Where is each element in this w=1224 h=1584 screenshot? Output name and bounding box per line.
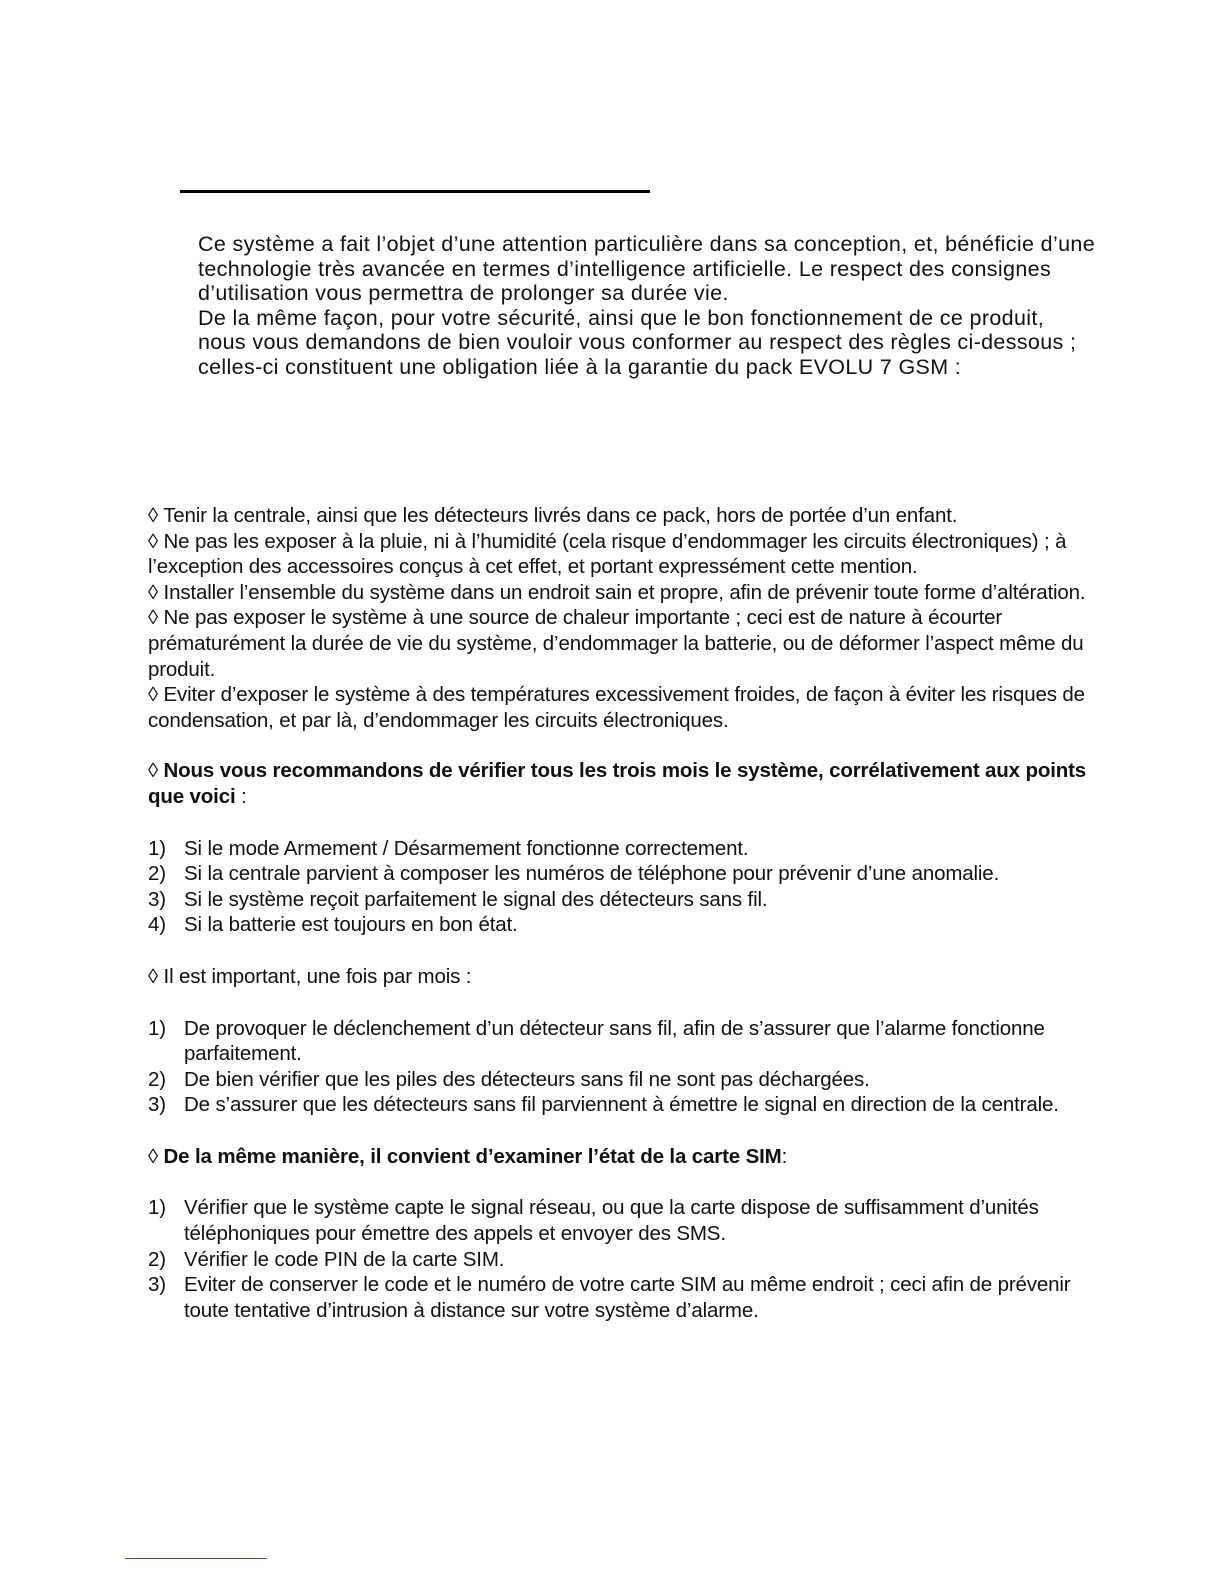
- diamond-marker: ◊: [148, 759, 164, 783]
- item-number: 1): [148, 1016, 166, 1040]
- monthly-heading: ◊ Il est important, une fois par mois :: [148, 964, 472, 988]
- footnote-separator: [125, 1558, 267, 1559]
- list-item: [148, 887, 1088, 913]
- item-text: Vérifier le code PIN de la carte SIM.: [184, 1247, 505, 1271]
- item-number: 4): [148, 913, 166, 937]
- list-item: [148, 1092, 1088, 1118]
- item-number: 2): [148, 1067, 166, 1091]
- item-number: 3): [148, 1093, 166, 1117]
- list-item: [148, 912, 1088, 938]
- item-number: 2): [148, 862, 166, 886]
- rules-list: [148, 503, 1088, 733]
- item-text: Vérifier que le système capte le signal réseau, ou que la carte dispose de suffisamment d’unités téléphoniques pour émettre des appels et envoyer des SMS.: [184, 1196, 1039, 1246]
- item-number: 2): [148, 1247, 166, 1271]
- rule-item: ◊ Tenir la centrale, ainsi que les détecteurs livrés dans ce pack, hors de portée d’un enfant.: [148, 504, 958, 527]
- list-item: [148, 1195, 1088, 1246]
- item-number: 1): [148, 836, 166, 860]
- title-underline: [180, 190, 650, 193]
- item-text: Eviter de conserver le code et le numéro de votre carte SIM au même endroit ; ceci afin de prévenir toute tentative d’intrusion à distance sur votre système d’alarme.: [184, 1273, 1071, 1322]
- document-body: [148, 503, 1088, 1323]
- quarterly-heading-text: Nous vous recommandons de vérifier tous les trois mois le système, corrélativement aux points que voici: [148, 759, 1087, 808]
- rule-item: ◊ Installer l’ensemble du système dans un endroit sain et propre, afin de prévenir toute forme d’altération.: [148, 580, 1086, 604]
- list-item: [148, 861, 1088, 887]
- rule-item: ◊ Ne pas les exposer à la pluie, ni à l’humidité (cela risque d’endommager les circuits électroniques) ; à l’exception des accessoires conçus à cet effet, et portant expressément cette mention.: [148, 529, 1067, 579]
- item-text: De bien vérifier que les piles des détecteurs sans fil ne sont pas déchargées.: [184, 1067, 870, 1091]
- item-number: 3): [148, 1273, 166, 1297]
- quarterly-heading: [148, 758, 1088, 809]
- intro-paragraph-1: Ce système a fait l’objet d’une attention particulière dans sa conception, et, bénéficie d’une technologie très avancée en termes d’intelligence artificielle. Le respect des consignes d’utilisation vous permettra de prolonger sa durée vie.: [198, 232, 1096, 306]
- item-text: Si la centrale parvient à composer les numéros de téléphone pour prévenir d’une anomalie.: [184, 862, 1000, 886]
- list-item: [148, 1247, 1088, 1273]
- item-text: Si le système reçoit parfaitement le signal des détecteurs sans fil.: [184, 887, 768, 911]
- list-item: [148, 836, 1088, 862]
- list-item: [148, 1067, 1088, 1093]
- item-text: Si le mode Armement / Désarmement fonctionne correctement.: [184, 836, 749, 860]
- item-number: 1): [148, 1196, 166, 1220]
- intro-section: [198, 232, 1098, 380]
- sim-heading-text: De la même manière, il convient d’examiner l’état de la carte SIM: [163, 1144, 782, 1168]
- item-text: Si la batterie est toujours en bon état.: [184, 913, 518, 937]
- sim-checklist: [148, 1195, 1088, 1323]
- list-item: [148, 1272, 1088, 1323]
- intro-paragraph-2: De la même façon, pour votre sécurité, ainsi que le bon fonctionnement de ce produit, nous vous demandons de bien vouloir vous conformer au respect des règles ci-dessous ; celles-ci constituent une obligation liée à la garantie du pack EVOLU 7 GSM :: [198, 305, 1077, 379]
- item-text: De s’assurer que les détecteurs sans fil parviennent à émettre le signal en direction de la centrale.: [184, 1093, 1059, 1117]
- item-text: De provoquer le déclenchement d’un détecteur sans fil, afin de s’assurer que l’alarme fonctionne parfaitement.: [184, 1016, 1045, 1066]
- rule-item: ◊ Eviter d’exposer le système à des températures excessivement froides, de façon à éviter les risques de condensation, et par là, d’endommager les circuits électroniques.: [148, 683, 1085, 732]
- sim-heading-suffix: :: [781, 1144, 788, 1168]
- diamond-marker: ◊: [148, 1144, 164, 1168]
- sim-heading: [148, 1144, 1088, 1170]
- rule-item: ◊ Ne pas exposer le système à une source de chaleur importante ; ceci est de nature à écourter prématurément la durée de vie du système, d’endommager la batterie, ou de déformer l’aspect même du produit.: [148, 606, 1084, 681]
- quarterly-checklist: [148, 836, 1088, 938]
- quarterly-heading-suffix: :: [235, 784, 247, 808]
- item-number: 3): [148, 887, 166, 911]
- monthly-checklist: [148, 1016, 1088, 1118]
- list-item: [148, 1016, 1088, 1067]
